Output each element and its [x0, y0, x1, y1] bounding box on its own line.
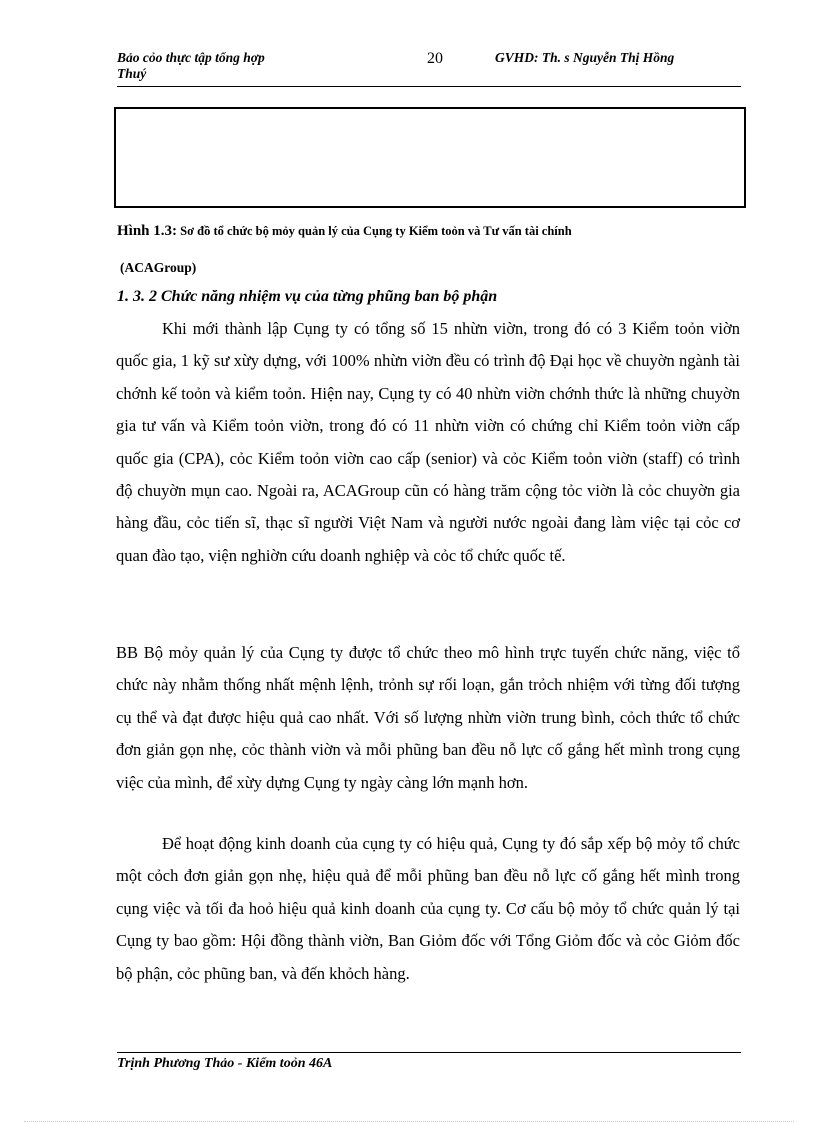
- report-title-line1: Bảo cỏo thực tập tổng hợp: [117, 50, 265, 65]
- caption-line2: (ACAGroup): [120, 260, 197, 275]
- caption-text: Sơ đồ tổ chức bộ mỏy quản lý của Cụng ty Kiểm toỏn và Tư vấn tài chính: [177, 224, 572, 238]
- report-title: [117, 50, 265, 82]
- footer-author: Trịnh Phương Thảo - Kiểm toỏn 46A: [117, 1056, 333, 1071]
- section-heading: 1. 3. 2 Chức năng nhiệm vụ của từng phũng ban bộ phận: [117, 288, 498, 305]
- supervisor-name: GVHD: Th. s Nguyễn Thị Hồng: [495, 50, 675, 65]
- page-bottom-border: [24, 1121, 794, 1122]
- org-chart-frame: [114, 107, 746, 208]
- page-number: 20: [427, 50, 443, 67]
- paragraph-3: Để hoạt động kinh doanh của cụng ty có hiệu quả, Cụng ty đó sắp xếp bộ mỏy tổ chức một cỏch đơn giản gọn nhẹ, hiệu quả để mỗi phũng ban đều nỗ lực cố gắng hết mình trong cụng việc và tối đa hoỏ hiệu quả kinh doanh của cụng ty. Cơ cấu bộ mỏy tổ chức quản lý tại Cụng ty bao gồm: Hội đồng thành viờn, Ban Giỏm đốc với Tổng Giỏm đốc và cỏc Giỏm đốc bộ phận, cỏc phũng ban, và đến khỏch hàng.: [116, 834, 740, 983]
- caption-label: Hình 1.3:: [117, 223, 178, 239]
- figure-caption: [117, 222, 747, 240]
- footer-divider: [117, 1052, 741, 1053]
- paragraph-2: BB Bộ mỏy quản lý của Cụng ty được tổ chức theo mô hình trực tuyến chức năng, việc tổ chức này nhằm thống nhất mệnh lệnh, trỏnh sự rối loạn, gắn trỏch nhiệm với từng đối tượng cụ thể và đạt được hiệu quả cao nhất. Với số lượng nhừn viờn trung bình, cỏch thức tổ chức đơn giản gọn nhẹ, cỏc thành viờn và mỗi phũng ban đều nỗ lực cố gắng hết mình trong cụng việc của mình, để xừy dựng Cụng ty ngày càng lớn mạnh hơn.: [116, 643, 740, 792]
- report-title-line2: Thuý: [117, 66, 147, 81]
- page-header: [117, 46, 741, 86]
- header-divider: [117, 86, 741, 87]
- paragraph-1: Khi mới thành lập Cụng ty có tổng số 15 nhừn viờn, trong đó có 3 Kiểm toỏn viờn quốc gia, 1 kỹ sư xừy dựng, với 100% nhừn viờn đều có trình độ Đại học về chuyờn ngành tài chớnh kế toỏn và kiểm toỏn. Hiện nay, Cụng ty có 40 nhừn viờn chớnh thức là những chuyờn gia tư vấn và Kiểm toỏn viờn, trong đó có 11 nhừn viờn có chứng chỉ Kiểm toỏn viờn cấp quốc gia (CPA), cỏc Kiểm toỏn viờn cao cấp (senior) và cỏc Kiểm toỏn viờn (staff) có trình độ chuyờn mụn cao. Ngoài ra, ACAGroup cũn có hàng trăm cộng tỏc viờn là cỏc chuyờn gia hàng đầu, cỏc tiến sĩ, thạc sĩ người Việt Nam và người nước ngoài đang làm việc tại cỏc cơ quan đào tạo, viện nghiờn cứu doanh nghiệp và cỏc tổ chức quốc tế.: [116, 319, 740, 565]
